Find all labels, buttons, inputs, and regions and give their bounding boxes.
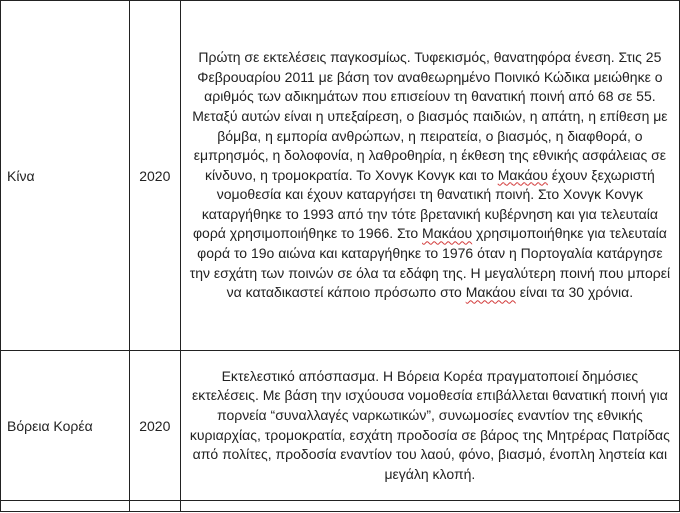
description-text: έχουν ξεχωριστή νομοθεσία και έχουν καταργήσει τη θανατική ποινή. Στο Χονγκ Κονγκ καταργήθηκε το 1993 από την τότε βρετανική κυβέρνηση και για τελευταία φορά χρησιμοποιήθηκε το 1966. Στο xyxy=(192,166,658,242)
empty-cell xyxy=(180,501,679,512)
empty-cell xyxy=(1,501,130,512)
description-text: Πρώτη σε εκτελέσεις παγκοσμίως. Τυφεκισμός, θανατηφόρα ένεση. Στις 25 Φεβρουαρίου 2011 με βάση τον αναθεωρημένο Ποινικό Κώδικα μειώθηκε ο αριθμός των αδικημάτων που επισείουν τη θανατική ποινή από 68 σε 55. Μεταξύ αυτών είναι η υπεξαίρεση, ο βιασμός παιδιών, η απάτη, η επίθεση με βόμβα, η εμπορία ανθρώπων, η πειρατεία, ο βιασμός, η διαφθορά, ο εμπρησμός, η δολοφονία, η λαθροθηρία, η έκθεση της εθνικής ασφάλειας σε κίνδυνο, η τρομοκρατία. Το Χονγκ Κονγκ και το xyxy=(192,49,668,183)
spellcheck-word: Μακάου xyxy=(465,284,516,301)
table-row xyxy=(1,1,680,351)
description-cell xyxy=(180,1,679,351)
country-cell: Κίνα xyxy=(1,1,130,351)
year-cell: 2020 xyxy=(129,351,180,501)
description-text: είναι τα 30 χρόνια. xyxy=(515,284,634,301)
description-text: χρησιμοποιήθηκε για τελευταία φορά το 19ο αιώνα και καταργήθηκε το 1976 όταν η Πορτογαλία κατάργησε την εσχάτη των ποινών σε όλα τα εδάφη της. Η μεγαλύτερη ποινή που μπορεί να καταδικαστεί κάποιο πρόσωπο στο xyxy=(189,225,671,301)
description-cell: Εκτελεστικό απόσπασμα. Η Βόρεια Κορέα πραγματοποιεί δημόσιες εκτελέσεις. Με βάση την ισχύουσα νομοθεσία επιβάλλεται θανατική ποινή για πορνεία “συναλλαγές ναρκωτικών”, συνωμοσίες εναντίον της εθνικής κυριαρχίας, τρομοκρατία, εσχάτη προδοσία σε βάρος της Μητρέρας Πατρίδας από πολίτες, προδοσία εναντίον του λαού, φόνο, βιασμό, ένοπλη ληστεία και μεγάλη κλοπή. xyxy=(180,351,679,501)
table-row xyxy=(1,351,680,501)
country-cell: Βόρεια Κορέα xyxy=(1,351,130,501)
spellcheck-word: Μακάου xyxy=(422,225,473,242)
spellcheck-word: Μακάου xyxy=(497,166,548,183)
empty-cell xyxy=(129,501,180,512)
year-cell: 2020 xyxy=(129,1,180,351)
table-row xyxy=(1,501,680,512)
